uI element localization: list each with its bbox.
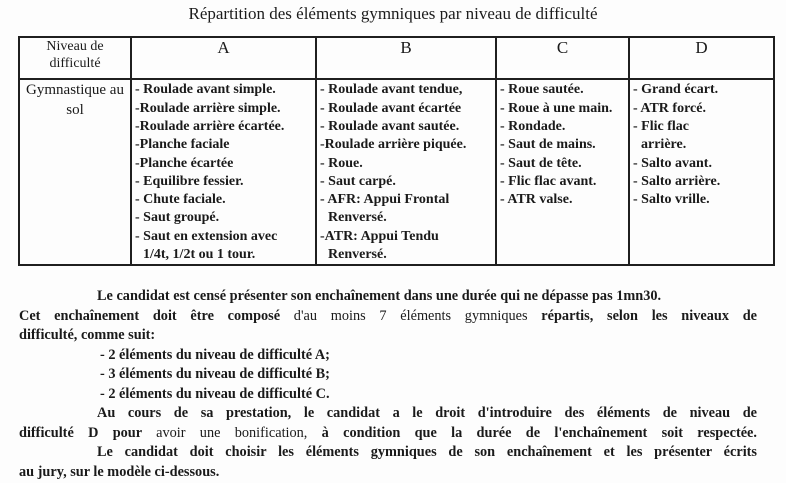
element-item: - Roulade avant tendue, bbox=[320, 82, 463, 98]
text-run: difficulté D pour bbox=[19, 424, 157, 441]
paragraph-jury bbox=[19, 443, 757, 482]
element-item: - Roulade avant simple. bbox=[135, 82, 276, 98]
element-item: -Roulade arrière simple. bbox=[135, 100, 281, 116]
text-run: d'au moins 7 éléments gymniques bbox=[293, 307, 542, 324]
text-run: Cet enchaînement doit être composé bbox=[19, 307, 294, 324]
requirement-item bbox=[100, 346, 757, 366]
text-line bbox=[19, 443, 757, 463]
text-run: - 2 éléments du niveau de difficulté A; bbox=[100, 346, 330, 363]
requirements-list bbox=[19, 346, 757, 405]
element-item: 1/4t, 1/2t ou 1 tour. bbox=[143, 247, 256, 263]
element-item: - Roulade avant sautée. bbox=[320, 118, 460, 134]
text-run: répartis, selon les niveaux de bbox=[541, 307, 757, 324]
text-run: à condition que la durée de l'enchaînement soit respectée. bbox=[321, 424, 757, 441]
text-run: au jury, sur le modèle ci-dessous. bbox=[19, 463, 220, 480]
element-item: - Roue à une main. bbox=[500, 100, 613, 116]
col-header-b: B bbox=[316, 37, 496, 79]
element-item: - Roulade avant écartée bbox=[320, 100, 462, 116]
element-item: - Flic flac bbox=[633, 118, 689, 134]
text-run: - 2 éléments du niveau de difficulté C. bbox=[100, 385, 330, 402]
element-item: -Roulade arrière piquée. bbox=[320, 137, 467, 153]
col-header-c: C bbox=[496, 37, 629, 79]
element-item: - Roue sautée. bbox=[500, 82, 584, 98]
element-item: - ATR forcé. bbox=[633, 100, 706, 116]
element-item: - AFR: Appui Frontal bbox=[320, 192, 450, 208]
requirement-item bbox=[100, 365, 757, 385]
paragraph-duration bbox=[19, 287, 757, 346]
element-item: - Chute faciale. bbox=[135, 192, 226, 208]
paragraph-bonus bbox=[19, 404, 757, 443]
table-body-row bbox=[19, 79, 774, 265]
element-item: - Saut de tête. bbox=[500, 155, 582, 171]
cell-level-a bbox=[131, 79, 316, 265]
table-header-row bbox=[19, 37, 774, 79]
text-run: Le candidat doit choisir les éléments gymniques de son enchaînement et les présenter écrits bbox=[97, 444, 757, 461]
element-item: - Equilibre fessier. bbox=[135, 173, 244, 189]
document-title: Répartition des éléments gymniques par niveau de difficulté bbox=[188, 4, 598, 23]
col-header-d: D bbox=[629, 37, 774, 79]
text-run: avoir une bonification, bbox=[156, 424, 322, 441]
difficulty-table bbox=[18, 36, 775, 266]
element-item: - Roue. bbox=[320, 155, 363, 171]
text-line bbox=[19, 307, 757, 327]
element-item: - Flic flac avant. bbox=[500, 173, 597, 189]
cell-level-b bbox=[316, 79, 496, 265]
row-label-gymnastique-au-sol: Gymnastique au sol bbox=[19, 79, 131, 265]
text-run: difficulté, comme suit: bbox=[19, 327, 156, 344]
element-item: - Saut carpé. bbox=[320, 173, 396, 189]
element-item: Renversé. bbox=[328, 210, 387, 226]
element-item: -ATR: Appui Tendu bbox=[320, 228, 439, 244]
col-header-a: A bbox=[131, 37, 316, 79]
requirement-item bbox=[100, 385, 757, 405]
text-line bbox=[19, 326, 757, 346]
body-text bbox=[0, 287, 786, 482]
element-item: -Planche écartée bbox=[135, 155, 234, 171]
text-line bbox=[19, 287, 757, 307]
element-item: -Planche faciale bbox=[135, 137, 230, 153]
element-item: - Salto avant. bbox=[633, 155, 712, 171]
element-item: -Roulade arrière écartée. bbox=[135, 118, 285, 134]
text-run: - 3 éléments du niveau de difficulté B; bbox=[100, 366, 330, 383]
cell-level-c bbox=[496, 79, 629, 265]
element-item: - Salto vrille. bbox=[633, 192, 710, 208]
text-line bbox=[19, 463, 757, 483]
corner-header-niveau-de-difficulte: Niveau de difficulté bbox=[19, 37, 131, 79]
element-item: - Saut groupé. bbox=[135, 210, 220, 226]
cell-level-d bbox=[629, 79, 774, 265]
element-item: - Salto arrière. bbox=[633, 173, 721, 189]
text-line bbox=[19, 404, 757, 424]
text-run: Le candidat est censé présenter son enchaînement dans une durée qui ne dépasse pas 1mn30. bbox=[97, 288, 662, 305]
element-item: arrière. bbox=[641, 137, 687, 153]
text-line bbox=[19, 424, 757, 444]
element-item: Renversé. bbox=[328, 247, 387, 263]
element-item: - Grand écart. bbox=[633, 82, 719, 98]
element-item: - ATR valse. bbox=[500, 192, 573, 208]
element-item: - Saut en extension avec bbox=[135, 228, 278, 244]
element-item: - Rondade. bbox=[500, 118, 566, 134]
element-item: - Saut de mains. bbox=[500, 137, 596, 153]
text-run: Au cours de sa prestation, le candidat a le droit d'introduire des éléments de niveau de bbox=[97, 405, 757, 422]
